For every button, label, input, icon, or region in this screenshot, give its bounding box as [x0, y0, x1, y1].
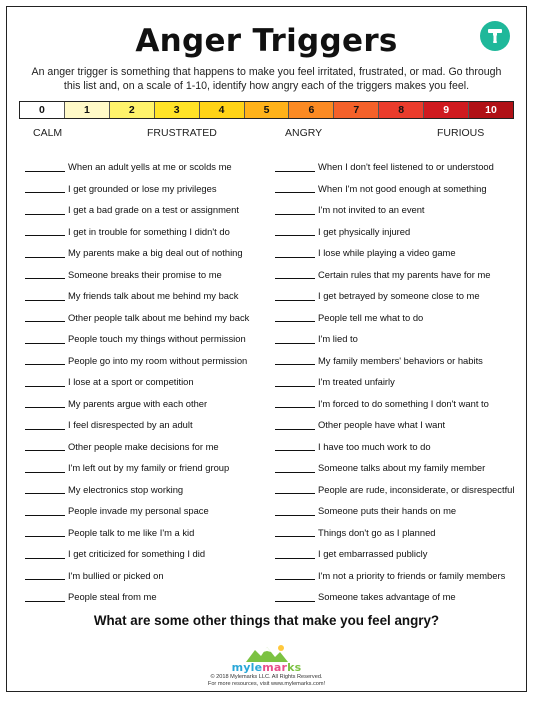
- trigger-row: [275, 414, 520, 436]
- trigger-label: I'm bullied or picked on: [68, 569, 164, 581]
- trigger-label: People tell me what to do: [318, 311, 424, 323]
- trigger-row: [25, 264, 265, 286]
- trigger-row: [275, 479, 520, 501]
- trigger-label: When I'm not good enough at something: [318, 182, 487, 194]
- trigger-row: [25, 457, 265, 479]
- rating-blank[interactable]: [275, 527, 315, 537]
- trigger-row: [25, 393, 265, 415]
- scale-cell-9: 9: [424, 102, 469, 118]
- scale-cell-4: 4: [200, 102, 245, 118]
- trigger-row: [25, 199, 265, 221]
- mylemarks-logo: [7, 643, 526, 688]
- trigger-row: [25, 242, 265, 264]
- trigger-row: [275, 543, 520, 565]
- trigger-row: [25, 178, 265, 200]
- trigger-label: When an adult yells at me or scolds me: [68, 161, 232, 173]
- trigger-label: Other people have what I want: [318, 419, 446, 431]
- trigger-label: Other people talk about me behind my back: [68, 311, 250, 323]
- rating-blank[interactable]: [275, 334, 315, 344]
- rating-blank[interactable]: [275, 506, 315, 516]
- rating-blank[interactable]: [25, 484, 65, 494]
- trigger-label: I get in trouble for something I didn't do: [68, 225, 230, 237]
- trigger-label: I get a bad grade on a test or assignment: [68, 204, 239, 216]
- rating-blank[interactable]: [275, 355, 315, 365]
- trigger-row: [275, 199, 520, 221]
- trigger-label: Someone takes advantage of me: [318, 591, 456, 603]
- trigger-label: I get physically injured: [318, 225, 411, 237]
- trigger-row: [25, 436, 265, 458]
- trigger-label: People talk to me like I'm a kid: [68, 526, 195, 538]
- rating-blank[interactable]: [25, 291, 65, 301]
- trigger-row: [275, 307, 520, 329]
- trigger-label: People go into my room without permission: [68, 354, 248, 366]
- trigger-label: Someone talks about my family member: [318, 462, 486, 474]
- intro-text: [19, 65, 514, 93]
- trigger-label: I have too much work to do: [318, 440, 431, 452]
- rating-blank[interactable]: [275, 248, 315, 258]
- scale-label-calm: CALM: [33, 127, 63, 139]
- trigger-row: [275, 156, 520, 178]
- scale-cell-2: 2: [110, 102, 155, 118]
- scale-label-furious: FURIOUS: [437, 127, 485, 139]
- footer: [208, 674, 325, 688]
- trigger-label: I'm lied to: [318, 333, 358, 345]
- intro-line-1: An anger trigger is something that happens to make you feel irritated, frustrated, or mad. Go through: [31, 66, 502, 78]
- trigger-row: [275, 371, 520, 393]
- page-title: Anger Triggers: [135, 23, 398, 59]
- trigger-row: [275, 586, 520, 608]
- rating-blank[interactable]: [25, 248, 65, 258]
- logo-word-b: mar: [262, 661, 288, 674]
- trigger-row: [275, 328, 520, 350]
- rating-blank[interactable]: [25, 377, 65, 387]
- trigger-label: My electronics stop working: [68, 483, 184, 495]
- rating-blank[interactable]: [25, 420, 65, 430]
- rating-blank[interactable]: [25, 398, 65, 408]
- trigger-row: [25, 350, 265, 372]
- rating-blank[interactable]: [25, 549, 65, 559]
- trigger-row: [25, 221, 265, 243]
- footer-resources: For more resources, visit www.mylemarks.com!: [207, 681, 326, 687]
- rating-blank[interactable]: [25, 441, 65, 451]
- trigger-label: My friends talk about me behind my back: [68, 290, 239, 302]
- anger-scale: [19, 101, 514, 119]
- trigger-row: [275, 264, 520, 286]
- trigger-label: People invade my personal space: [68, 505, 209, 517]
- trigger-label: People are rude, inconsiderate, or disrespectful: [318, 483, 515, 495]
- rating-blank[interactable]: [275, 549, 315, 559]
- rating-blank[interactable]: [25, 269, 65, 279]
- rating-blank[interactable]: [275, 441, 315, 451]
- scale-label-frustrated: FRUSTRATED: [147, 127, 217, 139]
- rating-blank[interactable]: [275, 484, 315, 494]
- rating-blank[interactable]: [275, 205, 315, 215]
- scale-cell-6: 6: [289, 102, 334, 118]
- trigger-row: [275, 350, 520, 372]
- rating-blank[interactable]: [275, 592, 315, 602]
- follow-up-question: What are some other things that make you feel angry?: [93, 613, 440, 628]
- rating-blank[interactable]: [275, 377, 315, 387]
- mylemarks-logo-icon: [244, 643, 290, 663]
- rating-blank[interactable]: [25, 592, 65, 602]
- trigger-label: My parents argue with each other: [68, 397, 208, 409]
- trigger-row: [275, 500, 520, 522]
- trigger-row: [25, 156, 265, 178]
- trigger-label: I'm not invited to an event: [318, 204, 425, 216]
- trigger-row: [275, 242, 520, 264]
- trigger-row: [275, 436, 520, 458]
- rating-blank[interactable]: [275, 312, 315, 322]
- scale-cell-0: 0: [20, 102, 65, 118]
- trigger-label: I'm forced to do something I don't want to: [318, 397, 489, 409]
- trigger-label: I get grounded or lose my privileges: [68, 182, 217, 194]
- trigger-label: People steal from me: [68, 591, 157, 603]
- rating-blank[interactable]: [25, 183, 65, 193]
- trigger-label: Certain rules that my parents have for me: [318, 268, 491, 280]
- trigger-row: [275, 221, 520, 243]
- trigger-row: [275, 457, 520, 479]
- teen-t-badge-icon: [480, 21, 510, 51]
- scale-cell-1: 1: [65, 102, 110, 118]
- rating-blank[interactable]: [25, 334, 65, 344]
- rating-blank[interactable]: [25, 312, 65, 322]
- trigger-row: [25, 371, 265, 393]
- scale-label-angry: ANGRY: [285, 127, 323, 139]
- rating-blank[interactable]: [25, 570, 65, 580]
- rating-blank[interactable]: [275, 291, 315, 301]
- rating-blank[interactable]: [275, 420, 315, 430]
- trigger-row: [25, 328, 265, 350]
- trigger-label: I lose at a sport or competition: [68, 376, 194, 388]
- trigger-row: [25, 500, 265, 522]
- rating-blank[interactable]: [25, 506, 65, 516]
- worksheet-page: [6, 6, 527, 692]
- trigger-row: [25, 307, 265, 329]
- trigger-label: My parents make a big deal out of nothing: [68, 247, 243, 259]
- rating-blank[interactable]: [275, 398, 315, 408]
- intro-line-2: this list and, on a scale of 1-10, identify how angry each of the triggers makes you feel.: [63, 80, 470, 92]
- trigger-row: [275, 178, 520, 200]
- rating-blank[interactable]: [25, 355, 65, 365]
- triggers-column-left: [25, 156, 265, 608]
- logo-wordmark: [232, 661, 302, 674]
- trigger-label: When I don't feel listened to or understood: [318, 161, 494, 173]
- trigger-row: [275, 393, 520, 415]
- trigger-label: My family members' behaviors or habits: [318, 354, 483, 366]
- trigger-label: Things don't go as I planned: [318, 526, 436, 538]
- scale-cell-8: 8: [379, 102, 424, 118]
- scale-cell-10: 10: [469, 102, 513, 118]
- trigger-label: I feel disrespected by an adult: [68, 419, 193, 431]
- triggers-column-right: [275, 156, 520, 608]
- logo-word-a: myle: [231, 661, 263, 674]
- trigger-row: [275, 285, 520, 307]
- rating-blank[interactable]: [25, 205, 65, 215]
- rating-blank[interactable]: [275, 463, 315, 473]
- rating-blank[interactable]: [275, 162, 315, 172]
- footer-copyright: © 2018 Mylemarks LLC. All Rights Reserved.: [210, 674, 323, 680]
- trigger-row: [25, 565, 265, 587]
- rating-blank[interactable]: [25, 527, 65, 537]
- trigger-label: I'm not a priority to friends or family members: [318, 569, 506, 581]
- scale-cell-3: 3: [155, 102, 200, 118]
- trigger-row: [25, 522, 265, 544]
- trigger-row: [25, 586, 265, 608]
- trigger-row: [25, 414, 265, 436]
- trigger-row: [275, 522, 520, 544]
- trigger-label: People touch my things without permission: [68, 333, 246, 345]
- trigger-label: I'm left out by my family or friend group: [68, 462, 230, 474]
- rating-blank[interactable]: [25, 226, 65, 236]
- rating-blank[interactable]: [275, 269, 315, 279]
- scale-cell-7: 7: [334, 102, 379, 118]
- trigger-row: [25, 543, 265, 565]
- trigger-label: Someone puts their hands on me: [318, 505, 457, 517]
- trigger-row: [25, 479, 265, 501]
- logo-word-c: ks: [287, 661, 302, 674]
- trigger-label: I get criticized for something I did: [68, 548, 206, 560]
- trigger-label: I'm treated unfairly: [318, 376, 395, 388]
- trigger-label: Other people make decisions for me: [68, 440, 219, 452]
- trigger-label: Someone breaks their promise to me: [68, 268, 222, 280]
- rating-blank[interactable]: [275, 226, 315, 236]
- rating-blank[interactable]: [275, 183, 315, 193]
- rating-blank[interactable]: [25, 162, 65, 172]
- rating-blank[interactable]: [275, 570, 315, 580]
- scale-cell-5: 5: [245, 102, 290, 118]
- rating-blank[interactable]: [25, 463, 65, 473]
- trigger-row: [25, 285, 265, 307]
- trigger-row: [275, 565, 520, 587]
- trigger-label: I lose while playing a video game: [318, 247, 456, 259]
- trigger-label: I get embarrassed publicly: [318, 548, 428, 560]
- trigger-label: I get betrayed by someone close to me: [318, 290, 480, 302]
